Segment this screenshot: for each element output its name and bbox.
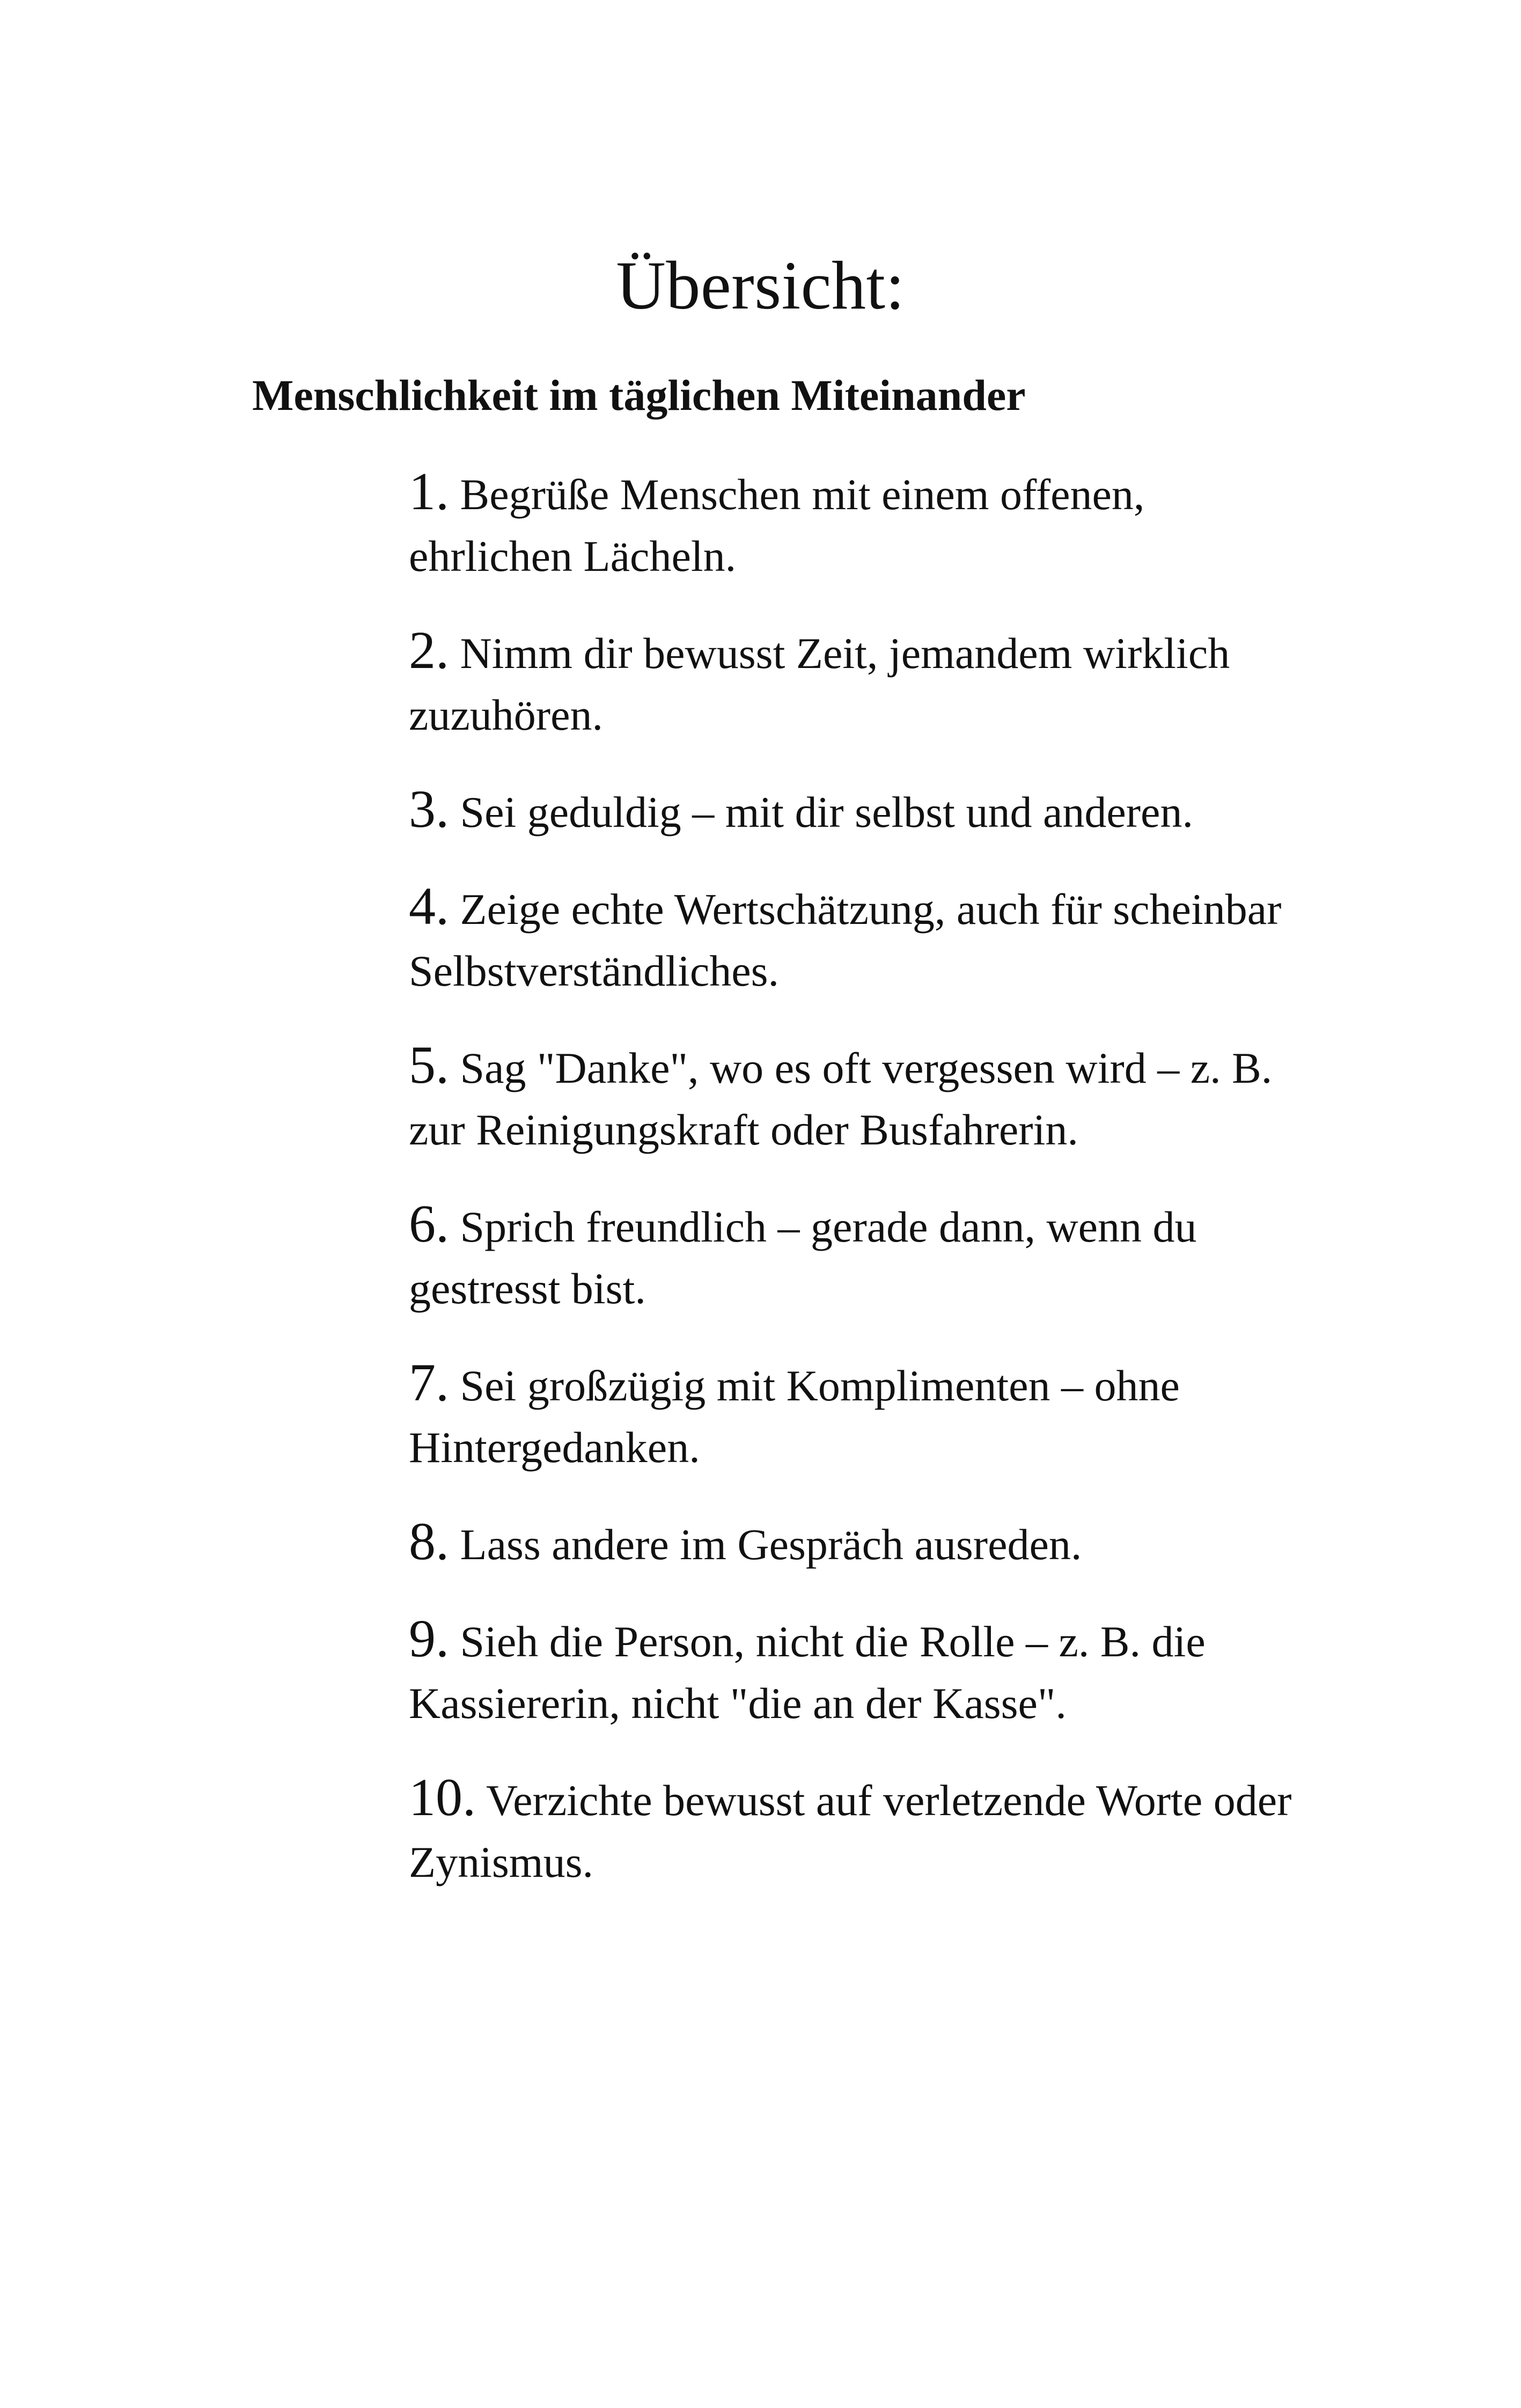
item-number: 8. (409, 1511, 449, 1571)
list-item (409, 1352, 1294, 1478)
section-heading: Menschlichkeit im täglichen Miteinander (252, 371, 1026, 420)
item-text: Nimm dir bewusst Zeit, jemandem wirklich zuzuhören. (409, 629, 1230, 739)
list-item (409, 619, 1294, 746)
item-text: Sei geduldig – mit dir selbst und anderen. (460, 788, 1193, 836)
item-text: Zeige echte Wertschätzung, auch für scheinbar Selbstverständliches. (409, 885, 1282, 995)
tip-list (409, 460, 1294, 1925)
list-item (409, 1510, 1294, 1575)
item-text: Sag "Danke", wo es oft vergessen wird – z. B. zur Reinigungskraft oder Busfahrerin. (409, 1044, 1273, 1154)
list-item (409, 1193, 1294, 1319)
item-text: Lass andere im Gespräch ausreden. (460, 1520, 1082, 1569)
item-number: 6. (409, 1194, 449, 1253)
list-item (409, 460, 1294, 587)
item-number: 3. (409, 779, 449, 839)
item-number: 9. (409, 1609, 449, 1668)
item-number: 1. (409, 461, 449, 521)
item-number: 7. (409, 1353, 449, 1412)
item-number: 10. (409, 1767, 476, 1827)
item-text: Verzichte bewusst auf verletzende Worte oder Zynismus. (409, 1776, 1292, 1886)
page-title: Übersicht: (616, 247, 905, 324)
list-item (409, 1766, 1294, 1893)
list-item (409, 778, 1294, 843)
item-text: Sprich freundlich – gerade dann, wenn du gestresst bist. (409, 1202, 1197, 1313)
item-number: 2. (409, 620, 449, 680)
item-number: 4. (409, 876, 449, 936)
list-item (409, 1034, 1294, 1161)
item-text: Sieh die Person, nicht die Rolle – z. B. die Kassiererin, nicht "die an der Kasse". (409, 1617, 1206, 1728)
item-text: Begrüße Menschen mit einem offenen, ehrlichen Lächeln. (409, 470, 1145, 581)
item-text: Sei großzügig mit Komplimenten – ohne Hintergedanken. (409, 1361, 1180, 1472)
list-item (409, 875, 1294, 1002)
item-number: 5. (409, 1035, 449, 1095)
list-item (409, 1607, 1294, 1734)
